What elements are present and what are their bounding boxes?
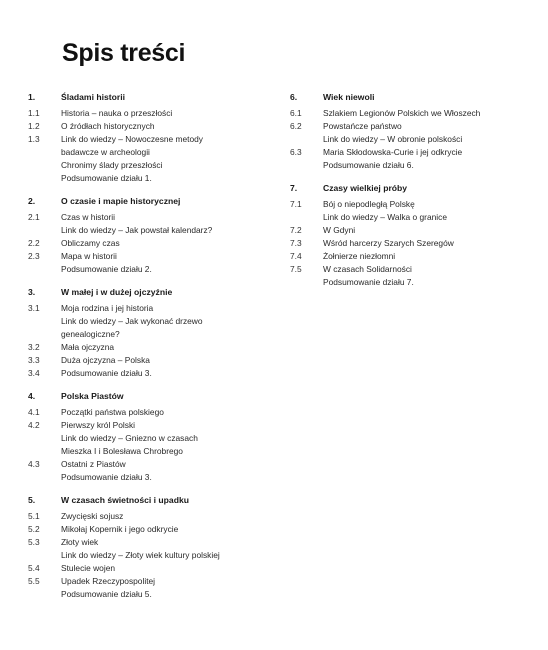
entry-title: Żołnierze niezłomni <box>323 251 396 261</box>
entry-title: Chronimy ślady przeszłości <box>61 160 163 170</box>
entry-title: Obliczamy czas <box>61 238 120 248</box>
entry-number: 7.1 <box>290 199 302 209</box>
entry-title: Link do wiedzy – Złoty wiek kultury polskiej <box>61 550 220 560</box>
toc-left-column <box>28 92 268 612</box>
toc-entry <box>290 120 530 133</box>
entry-number: 3.3 <box>28 355 40 365</box>
entry-title: Ostatni z Piastów <box>61 459 126 469</box>
toc-chapter <box>28 391 268 484</box>
chapter-heading <box>290 183 530 194</box>
entry-title: Czas w historii <box>61 212 115 222</box>
chapter-number: 7. <box>290 183 298 193</box>
toc-right-column <box>290 92 530 300</box>
entry-title: O źródłach historycznych <box>61 121 155 131</box>
entry-title: Link do wiedzy – W obronie polskości <box>323 134 463 144</box>
toc-chapter <box>28 287 268 380</box>
entry-title: Mapa w historii <box>61 251 117 261</box>
entry-title: Podsumowanie działu 2. <box>61 264 152 274</box>
chapter-number: 3. <box>28 287 36 297</box>
entry-number: 2.1 <box>28 212 40 222</box>
toc-entry <box>28 445 268 458</box>
entry-title: Podsumowanie działu 1. <box>61 173 152 183</box>
entry-number: 5.3 <box>28 537 40 547</box>
entry-title: Upadek Rzeczypospolitej <box>61 576 156 586</box>
toc-entry <box>290 211 530 224</box>
entry-number: 4.2 <box>28 420 40 430</box>
chapter-number: 2. <box>28 196 36 206</box>
toc-entry <box>28 107 268 120</box>
chapter-title: Śladami historii <box>61 92 125 102</box>
chapter-number: 1. <box>28 92 36 102</box>
entry-title: W czasach Solidarności <box>323 264 412 274</box>
chapter-title: O czasie i mapie historycznej <box>61 196 181 206</box>
entry-number: 5.1 <box>28 511 40 521</box>
entry-number: 3.2 <box>28 342 40 352</box>
toc-entry <box>28 133 268 146</box>
toc-chapter <box>28 495 268 601</box>
entry-title: Link do wiedzy – Nowoczesne metody <box>61 134 203 144</box>
toc-entry <box>28 328 268 341</box>
entry-number: 4.1 <box>28 407 40 417</box>
toc-chapter <box>28 196 268 276</box>
toc-entry <box>28 263 268 276</box>
entry-number: 1.2 <box>28 121 40 131</box>
chapter-title: W małej i w dużej ojczyźnie <box>61 287 173 297</box>
toc-entry <box>28 120 268 133</box>
entry-title: Powstańcze państwo <box>323 121 402 131</box>
entry-number: 7.2 <box>290 225 302 235</box>
entry-number: 1.3 <box>28 134 40 144</box>
toc-entry <box>290 276 530 289</box>
chapter-title: Polska Piastów <box>61 391 124 401</box>
toc-entry <box>290 224 530 237</box>
entry-title: Moja rodzina i jej historia <box>61 303 154 313</box>
entry-title: badawcze w archeologii <box>61 147 150 157</box>
entry-title: Szlakiem Legionów Polskich we Włoszech <box>323 108 481 118</box>
chapter-heading <box>28 287 268 298</box>
chapter-number: 6. <box>290 92 298 102</box>
toc-entry <box>28 302 268 315</box>
entry-number: 3.4 <box>28 368 40 378</box>
toc-entry <box>290 198 530 211</box>
entry-number: 4.3 <box>28 459 40 469</box>
toc-entry <box>28 588 268 601</box>
entry-number: 7.3 <box>290 238 302 248</box>
toc-chapter <box>290 92 530 172</box>
toc-entry <box>28 510 268 523</box>
toc-entry <box>28 250 268 263</box>
entry-title: Duża ojczyzna – Polska <box>61 355 150 365</box>
entry-number: 1.1 <box>28 108 40 118</box>
toc-entry <box>28 224 268 237</box>
toc-entry <box>28 523 268 536</box>
entry-title: Link do wiedzy – Gniezno w czasach <box>61 433 198 443</box>
chapter-number: 5. <box>28 495 36 505</box>
entry-title: Historia – nauka o przeszłości <box>61 108 173 118</box>
entry-title: Stulecie wojen <box>61 563 116 573</box>
toc-entry <box>28 575 268 588</box>
entry-number: 6.3 <box>290 147 302 157</box>
entry-title: Bój o niepodległą Polskę <box>323 199 415 209</box>
toc-chapter <box>28 92 268 185</box>
entry-title: genealogiczne? <box>61 329 120 339</box>
toc-entry <box>28 146 268 159</box>
toc-chapter <box>290 183 530 289</box>
toc-entry <box>290 263 530 276</box>
chapter-heading <box>28 495 268 506</box>
entry-number: 7.4 <box>290 251 302 261</box>
entry-number: 5.4 <box>28 563 40 573</box>
entry-title: Zwycięski sojusz <box>61 511 124 521</box>
entry-number: 7.5 <box>290 264 302 274</box>
toc-entry <box>290 107 530 120</box>
toc-entry <box>28 549 268 562</box>
entry-title: Pierwszy król Polski <box>61 420 135 430</box>
entry-title: Link do wiedzy – Jak wykonać drzewo <box>61 316 203 326</box>
entry-number: 6.1 <box>290 108 302 118</box>
chapter-heading <box>290 92 530 103</box>
toc-entry <box>28 406 268 419</box>
entry-title: Maria Skłodowska-Curie i jej odkrycie <box>323 147 463 157</box>
toc-entry <box>28 211 268 224</box>
toc-entry <box>28 419 268 432</box>
entry-title: Podsumowanie działu 7. <box>323 277 414 287</box>
entry-title: Mieszka I i Bolesława Chrobrego <box>61 446 183 456</box>
toc-entry <box>28 159 268 172</box>
toc-entry <box>28 354 268 367</box>
toc-entry <box>28 237 268 250</box>
entry-number: 5.2 <box>28 524 40 534</box>
toc-entry <box>28 536 268 549</box>
toc-entry <box>28 315 268 328</box>
entry-title: Link do wiedzy – Walka o granice <box>323 212 447 222</box>
entry-number: 6.2 <box>290 121 302 131</box>
toc-entry <box>290 133 530 146</box>
entry-title: Podsumowanie działu 3. <box>61 368 152 378</box>
entry-title: Złoty wiek <box>61 537 99 547</box>
entry-number: 2.3 <box>28 251 40 261</box>
entry-title: W Gdyni <box>323 225 356 235</box>
entry-title: Link do wiedzy – Jak powstał kalendarz? <box>61 225 213 235</box>
chapter-heading <box>28 196 268 207</box>
chapter-number: 4. <box>28 391 36 401</box>
toc-entry <box>28 562 268 575</box>
toc-entry <box>28 471 268 484</box>
toc-entry <box>290 250 530 263</box>
toc-entry <box>28 432 268 445</box>
toc-entry <box>290 237 530 250</box>
chapter-heading <box>28 391 268 402</box>
page-title: Spis treści <box>62 38 186 67</box>
toc-entry <box>28 458 268 471</box>
entry-number: 5.5 <box>28 576 40 586</box>
entry-title: Wśród harcerzy Szarych Szeregów <box>323 238 454 248</box>
chapter-title: W czasach świetności i upadku <box>61 495 189 505</box>
entry-number: 2.2 <box>28 238 40 248</box>
entry-title: Podsumowanie działu 3. <box>61 472 152 482</box>
toc-entry <box>28 367 268 380</box>
entry-title: Początki państwa polskiego <box>61 407 164 417</box>
toc-entry <box>290 146 530 159</box>
entry-title: Podsumowanie działu 5. <box>61 589 152 599</box>
entry-number: 3.1 <box>28 303 40 313</box>
entry-title: Podsumowanie działu 6. <box>323 160 414 170</box>
toc-entry <box>290 159 530 172</box>
chapter-title: Wiek niewoli <box>323 92 375 102</box>
chapter-title: Czasy wielkiej próby <box>323 183 408 193</box>
entry-title: Mała ojczyzna <box>61 342 115 352</box>
toc-entry <box>28 172 268 185</box>
toc-entry <box>28 341 268 354</box>
chapter-heading <box>28 92 268 103</box>
entry-title: Mikołaj Kopernik i jego odkrycie <box>61 524 179 534</box>
